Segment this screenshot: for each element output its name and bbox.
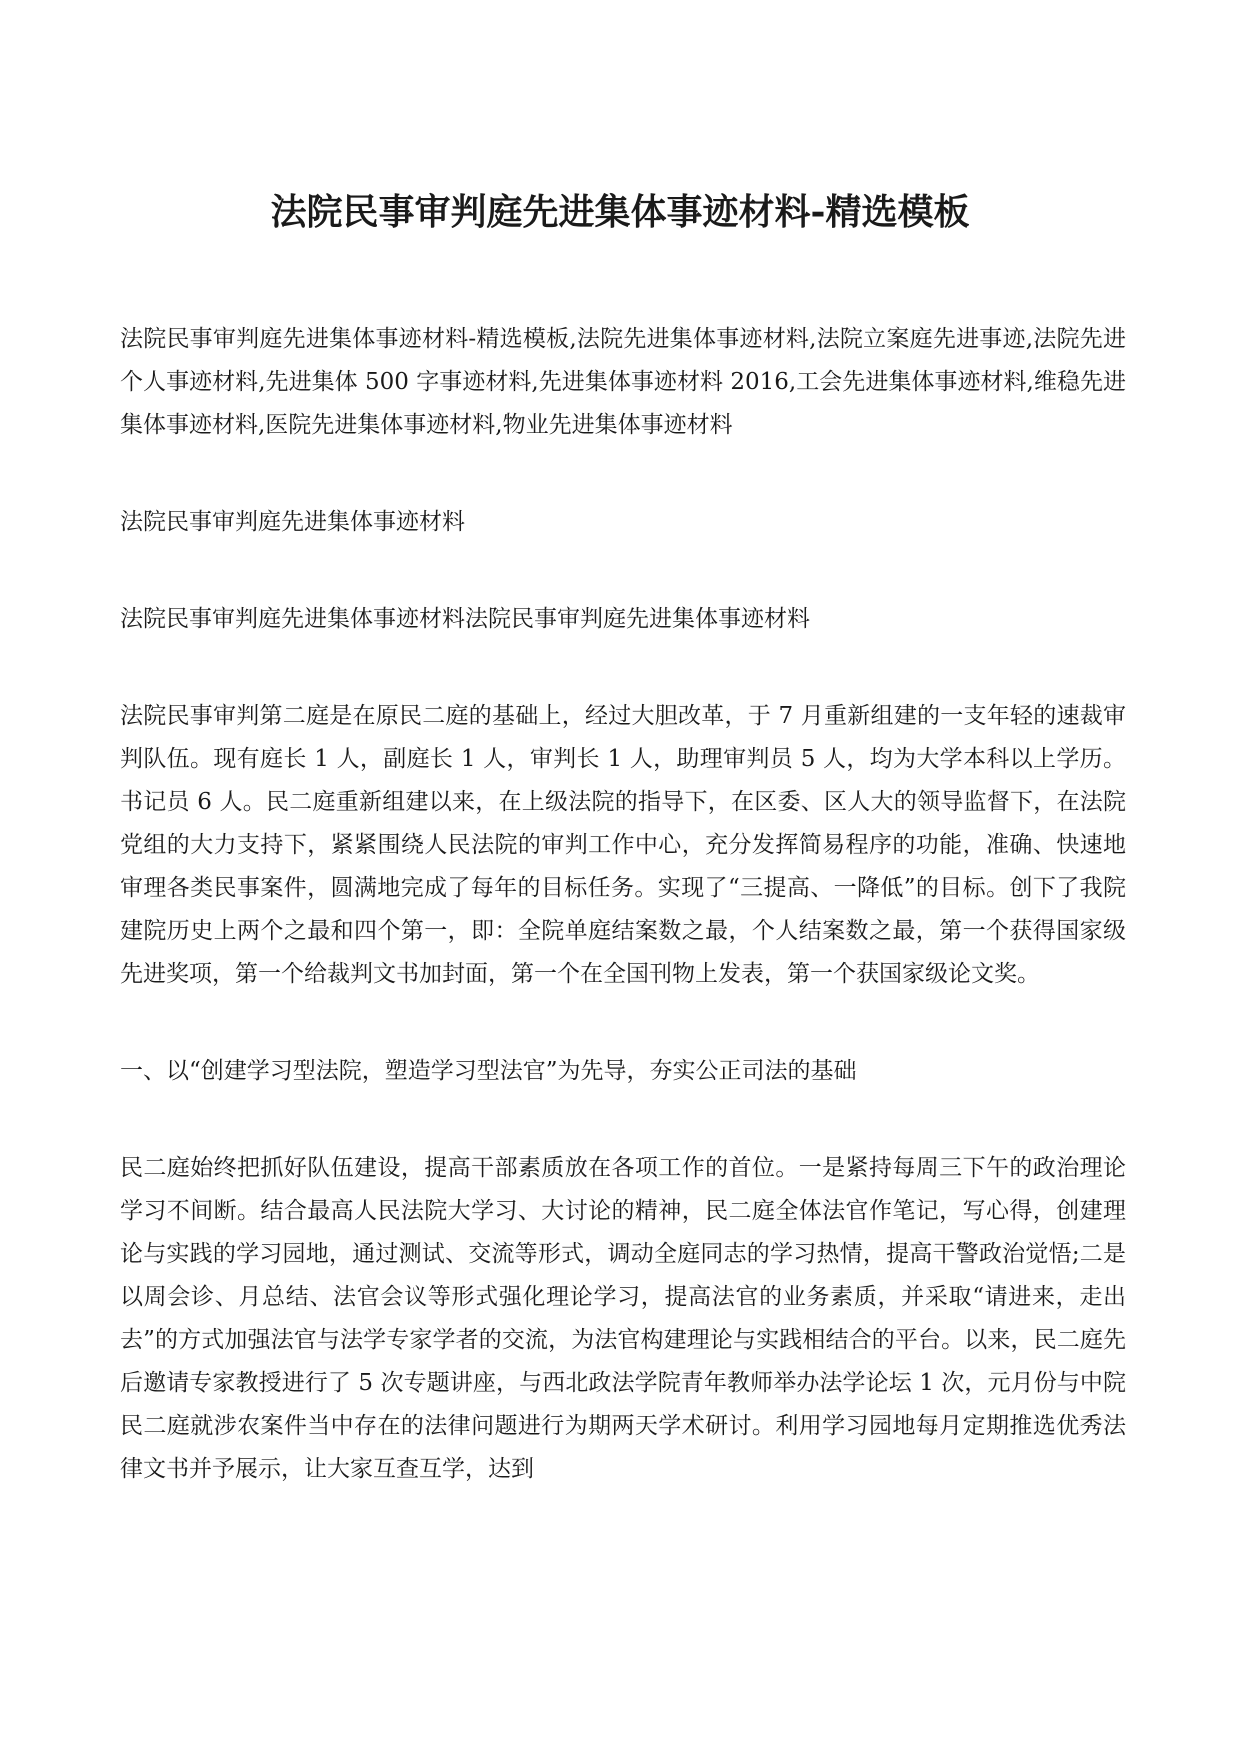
section-heading-1: 一、以“创建学习型法院，塑造学习型法官”为先导，夯实公正司法的基础 <box>120 1058 857 1084</box>
subtitle-line-2: 法院民事审判庭先进集体事迹材料法院民事审判庭先进集体事迹材料 <box>120 606 810 632</box>
document-body <box>120 318 1126 1545</box>
document-title: 法院民事审判庭先进集体事迹材料-精选模板 <box>270 191 970 233</box>
intro-paragraph: 法院民事审判第二庭是在原民二庭的基础上，经过大胆改革，于 7 月重新组建的一支年轻的速裁审判队伍。现有庭长 1 人，副庭长 1 人，审判长 1 人，助理审判员 5 人，均为大学本科以上学历。书记员 6 人。民二庭重新组建以来，在上级法院的指导下，在区委、区人大的领导监督下，在法院党组的大力支持下，紧紧围绕人民法院的审判工作中心，充分发挥简易程序的功能，准确、快速地审理各类民事案件，圆满地完成了每年的目标任务。实现了“三提高、一降低”的目标。创下了我院建院历史上两个之最和四个第一，即：全院单庭结案数之最，个人结案数之最，第一个获得国家级先进奖项，第一个给裁判文书加封面，第一个在全国刊物上发表，第一个获国家级论文奖。 <box>120 703 1126 987</box>
keywords-paragraph: 法院民事审判庭先进集体事迹材料-精选模板,法院先进集体事迹材料,法院立案庭先进事迹,法院先进个人事迹材料,先进集体 500 字事迹材料,先进集体事迹材料 2016,工会先进集体事迹材料,维稳先进集体事迹材料,医院先进集体事迹材料,物业先进集体事迹材料 <box>120 326 1126 438</box>
section-1-paragraph: 民二庭始终把抓好队伍建设，提高干部素质放在各项工作的首位。一是紧持每周三下午的政治理论学习不间断。结合最高人民法院大学习、大讨论的精神，民二庭全体法官作笔记，写心得，创建理论与实践的学习园地，通过测试、交流等形式，调动全庭同志的学习热情，提高干警政治觉悟;二是以周会诊、月总结、法官会议等形式强化理论学习，提高法官的业务素质，并采取“请进来，走出去”的方式加强法官与法学专家学者的交流，为法官构建理论与实践相结合的平台。以来，民二庭先后邀请专家教授进行了 5 次专题讲座，与西北政法学院青年教师举办法学论坛 1 次，元月份与中院民二庭就涉农案件当中存在的法律问题进行为期两天学术研讨。利用学习园地每月定期推选优秀法律文书并予展示，让大家互查互学，达到 <box>120 1155 1126 1482</box>
subtitle-line-1: 法院民事审判庭先进集体事迹材料 <box>120 509 465 535</box>
